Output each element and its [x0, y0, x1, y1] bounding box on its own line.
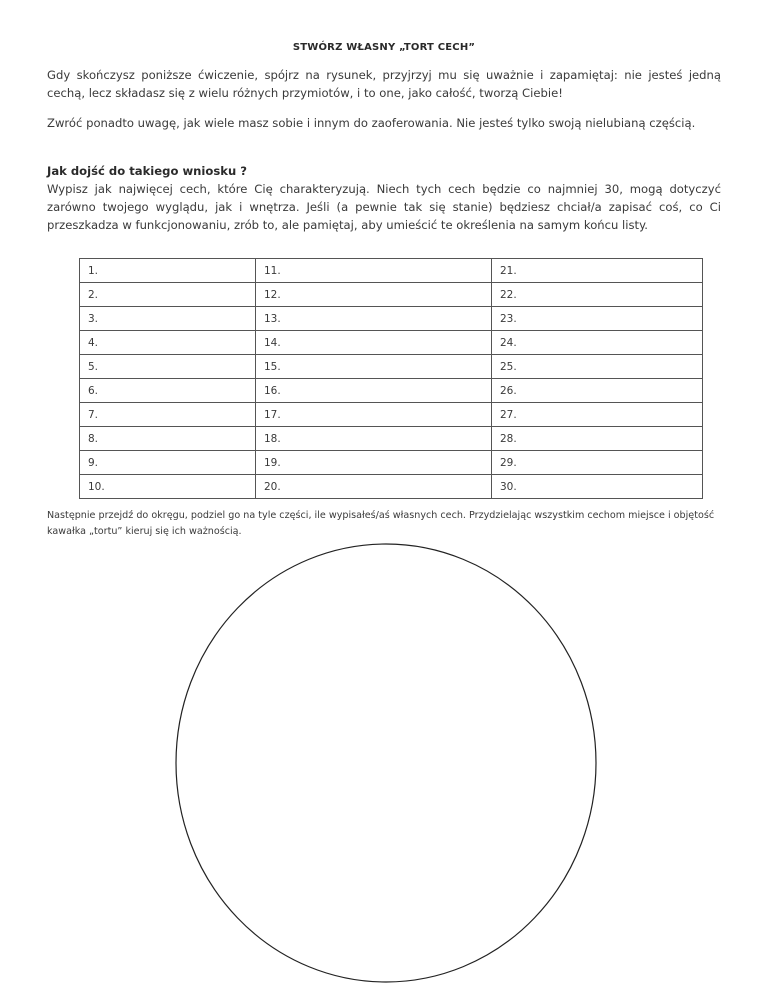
circle-instructions-paragraph: Następnie przejdź do okręgu, podziel go na tyle części, ile wypisałeś/aś własnych cech. Przydzielając wszystkim cechom miejsce i objętość kawałka „tortu” kieruj się ich ważnością.: [47, 510, 715, 537]
trait-cell[interactable]: 7.: [80, 403, 256, 427]
table-row: [80, 451, 703, 475]
page-title: STWÓRZ WŁASNY „TORT CECH”: [292, 42, 476, 53]
trait-cell[interactable]: 4.: [80, 331, 256, 355]
trait-cell[interactable]: 25.: [492, 355, 703, 379]
trait-cell[interactable]: 24.: [492, 331, 703, 355]
cake-circle-area: [174, 542, 598, 984]
instructions-paragraph: Wypisz jak najwięcej cech, które Cię charakteryzują. Niech tych cech będzie co najmniej 30, mogą dotyczyć zarówno twojego wyglądu, jak i wnętrza. Jeśli (a pewnie tak się stanie) będziesz chciał/a zapisać coś, co Ci przeszkadza w funkcjonowaniu, zrób to, ale pamiętaj, aby umieścić te określenia na samym końcu listy.: [47, 182, 721, 232]
table-row: [80, 283, 703, 307]
trait-cell[interactable]: 11.: [256, 259, 492, 283]
intro-paragraph: Gdy skończysz poniższe ćwiczenie, spójrz na rysunek, przyjrzyj mu się uważnie i zapamiętaj: nie jesteś jedną cechą, lecz składasz się z wielu różnych przymiotów, i to one, jako całość, tworzą Ciebie!: [47, 68, 721, 100]
trait-cell[interactable]: 13.: [256, 307, 492, 331]
trait-cell[interactable]: 28.: [492, 427, 703, 451]
cake-circle-svg: [174, 542, 598, 984]
trait-cell[interactable]: 3.: [80, 307, 256, 331]
table-row: [80, 427, 703, 451]
trait-cell[interactable]: 29.: [492, 451, 703, 475]
trait-cell[interactable]: 17.: [256, 403, 492, 427]
trait-cell[interactable]: 30.: [492, 475, 703, 499]
trait-cell[interactable]: 8.: [80, 427, 256, 451]
trait-cell[interactable]: 27.: [492, 403, 703, 427]
trait-cell[interactable]: 22.: [492, 283, 703, 307]
trait-cell[interactable]: 6.: [80, 379, 256, 403]
trait-cell[interactable]: 14.: [256, 331, 492, 355]
note-paragraph: Zwróć ponadto uwagę, jak wiele masz sobie i innym do zaoferowania. Nie jesteś tylko swoją nielubianą częścią.: [47, 116, 696, 130]
trait-cell[interactable]: 15.: [256, 355, 492, 379]
trait-cell[interactable]: 18.: [256, 427, 492, 451]
question-heading: Jak dojść do takiego wniosku ?: [47, 164, 247, 178]
trait-cell[interactable]: 23.: [492, 307, 703, 331]
table-row: [80, 355, 703, 379]
table-row: [80, 403, 703, 427]
table-row: [80, 379, 703, 403]
trait-cell[interactable]: 16.: [256, 379, 492, 403]
trait-cell[interactable]: 9.: [80, 451, 256, 475]
trait-cell[interactable]: 19.: [256, 451, 492, 475]
trait-cell[interactable]: 1.: [80, 259, 256, 283]
table-row: [80, 259, 703, 283]
trait-cell[interactable]: 5.: [80, 355, 256, 379]
table-row: [80, 475, 703, 499]
trait-cell[interactable]: 12.: [256, 283, 492, 307]
trait-cell[interactable]: 2.: [80, 283, 256, 307]
trait-cell[interactable]: 21.: [492, 259, 703, 283]
cake-circle: [176, 544, 596, 982]
trait-cell[interactable]: 10.: [80, 475, 256, 499]
trait-cell[interactable]: 20.: [256, 475, 492, 499]
trait-cell[interactable]: 26.: [492, 379, 703, 403]
table-row: [80, 307, 703, 331]
traits-table: [79, 258, 703, 499]
table-row: [80, 331, 703, 355]
